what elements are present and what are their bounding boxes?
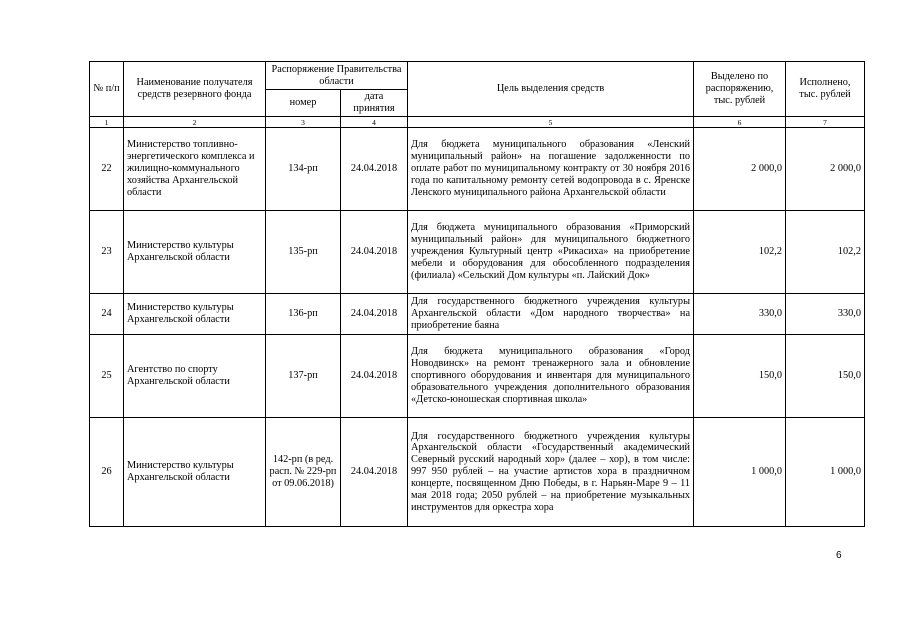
purpose-text: Для бюджета муниципального образования «Ленский муниципальный район» на погашение задолженности по оплате работ по муниципальному контракту от 30 ноября 2016 года по капитальному ремонту сетей водопровода в с. Яренске Ленского муниципального района Архангельской области: [408, 128, 694, 211]
purpose-text: Для бюджета муниципального образования «Город Новодвинск» на ремонт тренажерного зала и обновление спортивного оборудования и инвентаря для муниципального образовательного учреждения дополнительного образования «Детско-юношеская спортивная школа»: [408, 335, 694, 418]
row-number: 25: [90, 335, 124, 418]
column-number: 3: [266, 117, 341, 128]
order-date: 24.04.2018: [341, 128, 408, 211]
allocated-amount: 2 000,0: [694, 128, 786, 211]
executed-amount: 1 000,0: [786, 418, 865, 527]
header-executed: Исполнено, тыс. рублей: [786, 62, 865, 117]
allocated-amount: 330,0: [694, 294, 786, 335]
header-recipient: Наименование получателя средств резервного фонда: [124, 62, 266, 117]
order-date: 24.04.2018: [341, 335, 408, 418]
order-number: 134-рп: [266, 128, 341, 211]
order-date: 24.04.2018: [341, 418, 408, 527]
executed-amount: 2 000,0: [786, 128, 865, 211]
table-row: [90, 294, 865, 335]
order-date: 24.04.2018: [341, 294, 408, 335]
header-allocated: Выделено по распоряжению, тыс. рублей: [694, 62, 786, 117]
order-number: 137-рп: [266, 335, 341, 418]
table-row: [90, 418, 865, 527]
order-number: 135-рп: [266, 211, 341, 294]
column-number-row: [90, 117, 865, 128]
purpose-text: Для бюджета муниципального образования «Приморский муниципальный район» для муниципального бюджетного учреждения Культурный центр «Рикасиха» на приобретение мебели и оборудования для обособленного подразделения (филиала) «Сельский Дом культуры «п. Лайский Док»: [408, 211, 694, 294]
order-number: 136-рп: [266, 294, 341, 335]
column-number: 6: [694, 117, 786, 128]
row-number: 24: [90, 294, 124, 335]
table-row: [90, 211, 865, 294]
allocated-amount: 150,0: [694, 335, 786, 418]
table-row: [90, 335, 865, 418]
column-number: 5: [408, 117, 694, 128]
executed-amount: 102,2: [786, 211, 865, 294]
table-row: [90, 128, 865, 211]
recipient-name: Министерство культуры Архангельской области: [124, 294, 266, 335]
header-order-date: дата принятия: [341, 90, 408, 117]
order-date: 24.04.2018: [341, 211, 408, 294]
column-number: 4: [341, 117, 408, 128]
order-number: 142-рп (в ред. расп. № 229-рп от 09.06.2018): [266, 418, 341, 527]
header-order-group: Распоряжение Правительства области: [266, 62, 408, 90]
recipient-name: Министерство культуры Архангельской области: [124, 418, 266, 527]
recipient-name: Министерство культуры Архангельской области: [124, 211, 266, 294]
column-number: 7: [786, 117, 865, 128]
column-number: 1: [90, 117, 124, 128]
header-purpose: Цель выделения средств: [408, 62, 694, 117]
purpose-text: Для государственного бюджетного учреждения культуры Архангельской области «Государственный академический Северный русский народный хор» (далее – хор), в том числе: 997 950 рублей – на участие артистов хора в праздничном концерте, посвященном Дню Победы, в г. Нарьян-Маре 9 – 11 мая 2018 года; 2050 рублей – на приобретение музыкальных инструментов для оркестра хора: [408, 418, 694, 527]
page-number: 6: [836, 550, 842, 561]
header-row: [90, 62, 865, 90]
recipient-name: Агентство по спорту Архангельской области: [124, 335, 266, 418]
header-order-number: номер: [266, 90, 341, 117]
executed-amount: 150,0: [786, 335, 865, 418]
row-number: 22: [90, 128, 124, 211]
row-number: 23: [90, 211, 124, 294]
executed-amount: 330,0: [786, 294, 865, 335]
column-number: 2: [124, 117, 266, 128]
allocated-amount: 102,2: [694, 211, 786, 294]
purpose-text: Для государственного бюджетного учреждения культуры Архангельской области «Дом народного творчества» на приобретение баяна: [408, 294, 694, 335]
header-num: № п/п: [90, 62, 124, 117]
allocated-amount: 1 000,0: [694, 418, 786, 527]
row-number: 26: [90, 418, 124, 527]
reserve-fund-table: [89, 61, 865, 527]
recipient-name: Министерство топливно-энергетического комплекса и жилищно-коммунального хозяйства Архангельской области: [124, 128, 266, 211]
